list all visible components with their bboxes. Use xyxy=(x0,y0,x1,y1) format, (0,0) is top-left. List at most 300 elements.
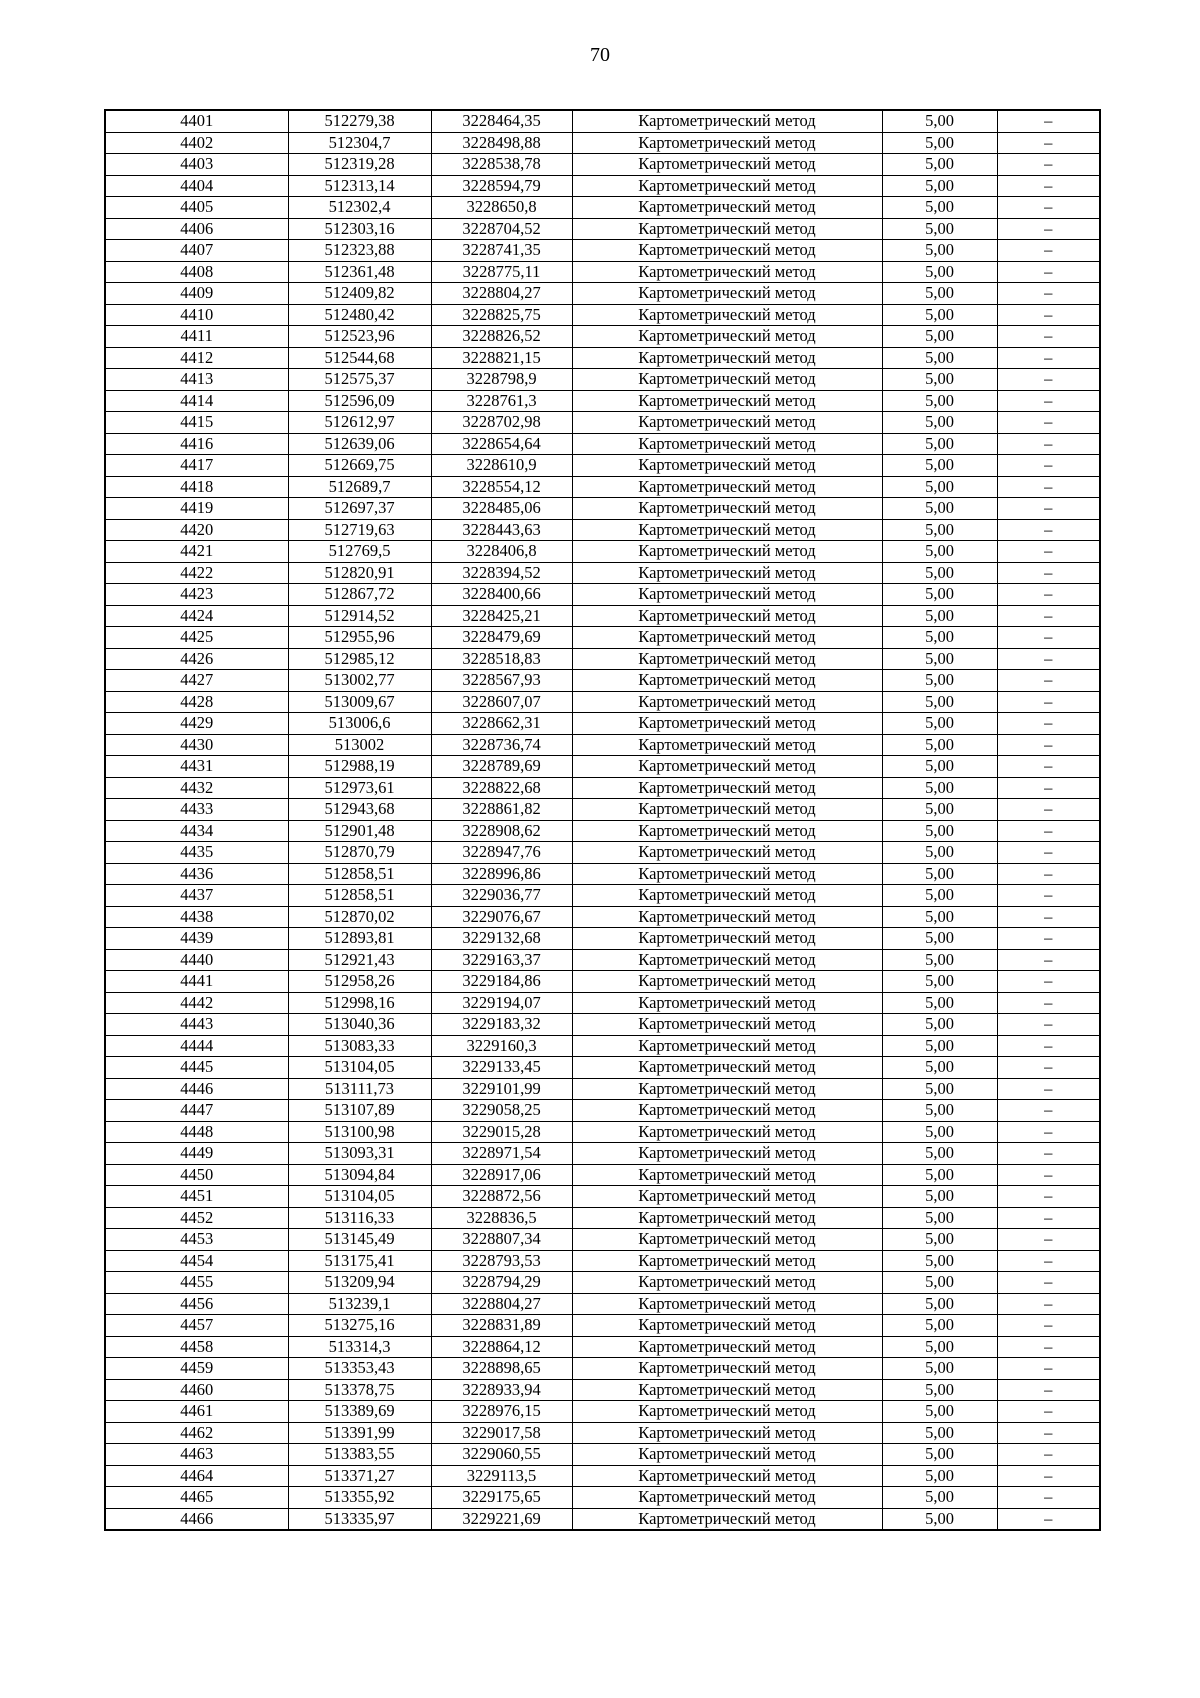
point-number-cell: 4451 xyxy=(105,1186,288,1208)
accuracy-cell: 5,00 xyxy=(882,1444,997,1466)
point-number-cell: 4461 xyxy=(105,1401,288,1423)
accuracy-cell: 5,00 xyxy=(882,1465,997,1487)
y-coordinate-cell: 3228933,94 xyxy=(431,1379,572,1401)
description-cell: – xyxy=(997,648,1100,670)
accuracy-cell: 5,00 xyxy=(882,1035,997,1057)
method-cell: Картометрический метод xyxy=(572,562,882,584)
point-number-cell: 4408 xyxy=(105,261,288,283)
accuracy-cell: 5,00 xyxy=(882,1358,997,1380)
x-coordinate-cell: 512523,96 xyxy=(288,326,431,348)
point-number-cell: 4444 xyxy=(105,1035,288,1057)
point-number-cell: 4435 xyxy=(105,842,288,864)
point-number-cell: 4427 xyxy=(105,670,288,692)
method-cell: Картометрический метод xyxy=(572,799,882,821)
y-coordinate-cell: 3228822,68 xyxy=(431,777,572,799)
method-cell: Картометрический метод xyxy=(572,519,882,541)
y-coordinate-cell: 3228406,8 xyxy=(431,541,572,563)
method-cell: Картометрический метод xyxy=(572,1035,882,1057)
accuracy-cell: 5,00 xyxy=(882,820,997,842)
point-number-cell: 4413 xyxy=(105,369,288,391)
description-cell: – xyxy=(997,949,1100,971)
method-cell: Картометрический метод xyxy=(572,1293,882,1315)
accuracy-cell: 5,00 xyxy=(882,1315,997,1337)
y-coordinate-cell: 3228826,52 xyxy=(431,326,572,348)
point-number-cell: 4430 xyxy=(105,734,288,756)
x-coordinate-cell: 512858,51 xyxy=(288,863,431,885)
method-cell: Картометрический метод xyxy=(572,1207,882,1229)
description-cell: – xyxy=(997,863,1100,885)
accuracy-cell: 5,00 xyxy=(882,1401,997,1423)
y-coordinate-cell: 3228394,52 xyxy=(431,562,572,584)
table-row xyxy=(105,648,1100,670)
x-coordinate-cell: 512867,72 xyxy=(288,584,431,606)
table-row xyxy=(105,1186,1100,1208)
x-coordinate-cell: 512719,63 xyxy=(288,519,431,541)
x-coordinate-cell: 512480,42 xyxy=(288,304,431,326)
table-row xyxy=(105,218,1100,240)
description-cell: – xyxy=(997,1100,1100,1122)
method-cell: Картометрический метод xyxy=(572,1121,882,1143)
method-cell: Картометрический метод xyxy=(572,476,882,498)
table-row xyxy=(105,283,1100,305)
accuracy-cell: 5,00 xyxy=(882,541,997,563)
y-coordinate-cell: 3229221,69 xyxy=(431,1508,572,1530)
y-coordinate-cell: 3228917,06 xyxy=(431,1164,572,1186)
description-cell: – xyxy=(997,627,1100,649)
y-coordinate-cell: 3228908,62 xyxy=(431,820,572,842)
table-row xyxy=(105,1121,1100,1143)
description-cell: – xyxy=(997,1487,1100,1509)
y-coordinate-cell: 3229163,37 xyxy=(431,949,572,971)
description-cell: – xyxy=(997,541,1100,563)
method-cell: Картометрический метод xyxy=(572,1057,882,1079)
y-coordinate-cell: 3228498,88 xyxy=(431,132,572,154)
x-coordinate-cell: 512544,68 xyxy=(288,347,431,369)
accuracy-cell: 5,00 xyxy=(882,1078,997,1100)
x-coordinate-cell: 513006,6 xyxy=(288,713,431,735)
accuracy-cell: 5,00 xyxy=(882,648,997,670)
point-number-cell: 4421 xyxy=(105,541,288,563)
method-cell: Картометрический метод xyxy=(572,261,882,283)
accuracy-cell: 5,00 xyxy=(882,949,997,971)
accuracy-cell: 5,00 xyxy=(882,842,997,864)
point-number-cell: 4405 xyxy=(105,197,288,219)
method-cell: Картометрический метод xyxy=(572,648,882,670)
y-coordinate-cell: 3228836,5 xyxy=(431,1207,572,1229)
table-row xyxy=(105,110,1100,132)
table-row xyxy=(105,885,1100,907)
y-coordinate-cell: 3228789,69 xyxy=(431,756,572,778)
accuracy-cell: 5,00 xyxy=(882,261,997,283)
x-coordinate-cell: 512323,88 xyxy=(288,240,431,262)
y-coordinate-cell: 3228793,53 xyxy=(431,1250,572,1272)
point-number-cell: 4439 xyxy=(105,928,288,950)
y-coordinate-cell: 3229183,32 xyxy=(431,1014,572,1036)
description-cell: – xyxy=(997,412,1100,434)
description-cell: – xyxy=(997,498,1100,520)
y-coordinate-cell: 3228736,74 xyxy=(431,734,572,756)
x-coordinate-cell: 513083,33 xyxy=(288,1035,431,1057)
point-number-cell: 4455 xyxy=(105,1272,288,1294)
accuracy-cell: 5,00 xyxy=(882,605,997,627)
y-coordinate-cell: 3228872,56 xyxy=(431,1186,572,1208)
point-number-cell: 4466 xyxy=(105,1508,288,1530)
table-row xyxy=(105,670,1100,692)
point-number-cell: 4417 xyxy=(105,455,288,477)
accuracy-cell: 5,00 xyxy=(882,1164,997,1186)
table-row xyxy=(105,1100,1100,1122)
x-coordinate-cell: 512914,52 xyxy=(288,605,431,627)
x-coordinate-cell: 512319,28 xyxy=(288,154,431,176)
method-cell: Картометрический метод xyxy=(572,1164,882,1186)
x-coordinate-cell: 513002 xyxy=(288,734,431,756)
method-cell: Картометрический метод xyxy=(572,1229,882,1251)
method-cell: Картометрический метод xyxy=(572,1014,882,1036)
y-coordinate-cell: 3228567,93 xyxy=(431,670,572,692)
x-coordinate-cell: 512820,91 xyxy=(288,562,431,584)
description-cell: – xyxy=(997,1014,1100,1036)
description-cell: – xyxy=(997,584,1100,606)
accuracy-cell: 5,00 xyxy=(882,326,997,348)
accuracy-cell: 5,00 xyxy=(882,627,997,649)
x-coordinate-cell: 513314,3 xyxy=(288,1336,431,1358)
table-row xyxy=(105,326,1100,348)
y-coordinate-cell: 3228996,86 xyxy=(431,863,572,885)
description-cell: – xyxy=(997,1444,1100,1466)
accuracy-cell: 5,00 xyxy=(882,412,997,434)
accuracy-cell: 5,00 xyxy=(882,777,997,799)
method-cell: Картометрический метод xyxy=(572,240,882,262)
table-row xyxy=(105,928,1100,950)
x-coordinate-cell: 512612,97 xyxy=(288,412,431,434)
accuracy-cell: 5,00 xyxy=(882,240,997,262)
point-number-cell: 4429 xyxy=(105,713,288,735)
table-row xyxy=(105,863,1100,885)
method-cell: Картометрический метод xyxy=(572,1143,882,1165)
y-coordinate-cell: 3228610,9 xyxy=(431,455,572,477)
table-row xyxy=(105,605,1100,627)
y-coordinate-cell: 3228654,64 xyxy=(431,433,572,455)
method-cell: Картометрический метод xyxy=(572,1444,882,1466)
point-number-cell: 4406 xyxy=(105,218,288,240)
point-number-cell: 4432 xyxy=(105,777,288,799)
x-coordinate-cell: 512669,75 xyxy=(288,455,431,477)
method-cell: Картометрический метод xyxy=(572,992,882,1014)
table-row xyxy=(105,1293,1100,1315)
y-coordinate-cell: 3229076,67 xyxy=(431,906,572,928)
y-coordinate-cell: 3229184,86 xyxy=(431,971,572,993)
accuracy-cell: 5,00 xyxy=(882,1508,997,1530)
method-cell: Картометрический метод xyxy=(572,390,882,412)
y-coordinate-cell: 3228761,3 xyxy=(431,390,572,412)
table-row xyxy=(105,820,1100,842)
description-cell: – xyxy=(997,1401,1100,1423)
point-number-cell: 4438 xyxy=(105,906,288,928)
x-coordinate-cell: 512893,81 xyxy=(288,928,431,950)
point-number-cell: 4457 xyxy=(105,1315,288,1337)
table-row xyxy=(105,713,1100,735)
table-row xyxy=(105,347,1100,369)
table-row xyxy=(105,691,1100,713)
table-row xyxy=(105,1229,1100,1251)
method-cell: Картометрический метод xyxy=(572,863,882,885)
accuracy-cell: 5,00 xyxy=(882,713,997,735)
point-number-cell: 4449 xyxy=(105,1143,288,1165)
y-coordinate-cell: 3228741,35 xyxy=(431,240,572,262)
method-cell: Картометрический метод xyxy=(572,1487,882,1509)
table-row xyxy=(105,541,1100,563)
accuracy-cell: 5,00 xyxy=(882,433,997,455)
x-coordinate-cell: 513094,84 xyxy=(288,1164,431,1186)
table-row xyxy=(105,1401,1100,1423)
method-cell: Картометрический метод xyxy=(572,175,882,197)
description-cell: – xyxy=(997,670,1100,692)
description-cell: – xyxy=(997,326,1100,348)
accuracy-cell: 5,00 xyxy=(882,197,997,219)
y-coordinate-cell: 3229058,25 xyxy=(431,1100,572,1122)
x-coordinate-cell: 513239,1 xyxy=(288,1293,431,1315)
x-coordinate-cell: 513100,98 xyxy=(288,1121,431,1143)
table-row xyxy=(105,992,1100,1014)
x-coordinate-cell: 512639,06 xyxy=(288,433,431,455)
accuracy-cell: 5,00 xyxy=(882,1143,997,1165)
y-coordinate-cell: 3228518,83 xyxy=(431,648,572,670)
method-cell: Картометрический метод xyxy=(572,1078,882,1100)
accuracy-cell: 5,00 xyxy=(882,283,997,305)
method-cell: Картометрический метод xyxy=(572,1250,882,1272)
table-row xyxy=(105,261,1100,283)
x-coordinate-cell: 513371,27 xyxy=(288,1465,431,1487)
accuracy-cell: 5,00 xyxy=(882,1379,997,1401)
x-coordinate-cell: 513389,69 xyxy=(288,1401,431,1423)
x-coordinate-cell: 513209,94 xyxy=(288,1272,431,1294)
description-cell: – xyxy=(997,433,1100,455)
description-cell: – xyxy=(997,240,1100,262)
point-number-cell: 4462 xyxy=(105,1422,288,1444)
y-coordinate-cell: 3228554,12 xyxy=(431,476,572,498)
table-row xyxy=(105,154,1100,176)
point-number-cell: 4426 xyxy=(105,648,288,670)
accuracy-cell: 5,00 xyxy=(882,670,997,692)
description-cell: – xyxy=(997,1358,1100,1380)
description-cell: – xyxy=(997,1057,1100,1079)
point-number-cell: 4442 xyxy=(105,992,288,1014)
description-cell: – xyxy=(997,1143,1100,1165)
method-cell: Картометрический метод xyxy=(572,584,882,606)
y-coordinate-cell: 3228898,65 xyxy=(431,1358,572,1380)
description-cell: – xyxy=(997,1315,1100,1337)
point-number-cell: 4448 xyxy=(105,1121,288,1143)
description-cell: – xyxy=(997,906,1100,928)
table-row xyxy=(105,1014,1100,1036)
description-cell: – xyxy=(997,1272,1100,1294)
y-coordinate-cell: 3228594,79 xyxy=(431,175,572,197)
table-row xyxy=(105,842,1100,864)
method-cell: Картометрический метод xyxy=(572,1508,882,1530)
y-coordinate-cell: 3228464,35 xyxy=(431,110,572,132)
method-cell: Картометрический метод xyxy=(572,777,882,799)
table-row xyxy=(105,433,1100,455)
method-cell: Картометрический метод xyxy=(572,627,882,649)
method-cell: Картометрический метод xyxy=(572,842,882,864)
point-number-cell: 4403 xyxy=(105,154,288,176)
method-cell: Картометрический метод xyxy=(572,132,882,154)
point-number-cell: 4440 xyxy=(105,949,288,971)
accuracy-cell: 5,00 xyxy=(882,154,997,176)
point-number-cell: 4415 xyxy=(105,412,288,434)
table-row xyxy=(105,1487,1100,1509)
table-row xyxy=(105,412,1100,434)
method-cell: Картометрический метод xyxy=(572,455,882,477)
description-cell: – xyxy=(997,1250,1100,1272)
method-cell: Картометрический метод xyxy=(572,1379,882,1401)
point-number-cell: 4409 xyxy=(105,283,288,305)
x-coordinate-cell: 513335,97 xyxy=(288,1508,431,1530)
y-coordinate-cell: 3228821,15 xyxy=(431,347,572,369)
y-coordinate-cell: 3228807,34 xyxy=(431,1229,572,1251)
point-number-cell: 4418 xyxy=(105,476,288,498)
description-cell: – xyxy=(997,218,1100,240)
accuracy-cell: 5,00 xyxy=(882,347,997,369)
point-number-cell: 4445 xyxy=(105,1057,288,1079)
table-row xyxy=(105,1035,1100,1057)
accuracy-cell: 5,00 xyxy=(882,906,997,928)
accuracy-cell: 5,00 xyxy=(882,562,997,584)
table-row xyxy=(105,1358,1100,1380)
table-row xyxy=(105,1336,1100,1358)
y-coordinate-cell: 3228831,89 xyxy=(431,1315,572,1337)
accuracy-cell: 5,00 xyxy=(882,971,997,993)
x-coordinate-cell: 513275,16 xyxy=(288,1315,431,1337)
method-cell: Картометрический метод xyxy=(572,1336,882,1358)
point-number-cell: 4443 xyxy=(105,1014,288,1036)
point-number-cell: 4411 xyxy=(105,326,288,348)
accuracy-cell: 5,00 xyxy=(882,1186,997,1208)
method-cell: Картометрический метод xyxy=(572,304,882,326)
description-cell: – xyxy=(997,777,1100,799)
description-cell: – xyxy=(997,842,1100,864)
point-number-cell: 4412 xyxy=(105,347,288,369)
method-cell: Картометрический метод xyxy=(572,412,882,434)
description-cell: – xyxy=(997,1078,1100,1100)
table-row xyxy=(105,476,1100,498)
description-cell: – xyxy=(997,261,1100,283)
point-number-cell: 4453 xyxy=(105,1229,288,1251)
y-coordinate-cell: 3228798,9 xyxy=(431,369,572,391)
x-coordinate-cell: 513378,75 xyxy=(288,1379,431,1401)
accuracy-cell: 5,00 xyxy=(882,498,997,520)
x-coordinate-cell: 513116,33 xyxy=(288,1207,431,1229)
x-coordinate-cell: 512901,48 xyxy=(288,820,431,842)
accuracy-cell: 5,00 xyxy=(882,1336,997,1358)
x-coordinate-cell: 512988,19 xyxy=(288,756,431,778)
table-row xyxy=(105,132,1100,154)
x-coordinate-cell: 512689,7 xyxy=(288,476,431,498)
description-cell: – xyxy=(997,971,1100,993)
table-row xyxy=(105,734,1100,756)
accuracy-cell: 5,00 xyxy=(882,476,997,498)
accuracy-cell: 5,00 xyxy=(882,885,997,907)
table-row xyxy=(105,971,1100,993)
description-cell: – xyxy=(997,1207,1100,1229)
point-number-cell: 4428 xyxy=(105,691,288,713)
point-number-cell: 4441 xyxy=(105,971,288,993)
x-coordinate-cell: 512303,16 xyxy=(288,218,431,240)
x-coordinate-cell: 512921,43 xyxy=(288,949,431,971)
point-number-cell: 4454 xyxy=(105,1250,288,1272)
y-coordinate-cell: 3228704,52 xyxy=(431,218,572,240)
method-cell: Картометрический метод xyxy=(572,885,882,907)
description-cell: – xyxy=(997,799,1100,821)
method-cell: Картометрический метод xyxy=(572,670,882,692)
accuracy-cell: 5,00 xyxy=(882,928,997,950)
accuracy-cell: 5,00 xyxy=(882,1487,997,1509)
y-coordinate-cell: 3229175,65 xyxy=(431,1487,572,1509)
point-number-cell: 4458 xyxy=(105,1336,288,1358)
accuracy-cell: 5,00 xyxy=(882,1250,997,1272)
x-coordinate-cell: 513355,92 xyxy=(288,1487,431,1509)
point-number-cell: 4452 xyxy=(105,1207,288,1229)
description-cell: – xyxy=(997,1035,1100,1057)
description-cell: – xyxy=(997,1229,1100,1251)
description-cell: – xyxy=(997,154,1100,176)
description-cell: – xyxy=(997,175,1100,197)
table-row xyxy=(105,1444,1100,1466)
y-coordinate-cell: 3228976,15 xyxy=(431,1401,572,1423)
y-coordinate-cell: 3229060,55 xyxy=(431,1444,572,1466)
x-coordinate-cell: 512858,51 xyxy=(288,885,431,907)
table-row xyxy=(105,197,1100,219)
y-coordinate-cell: 3228861,82 xyxy=(431,799,572,821)
description-cell: – xyxy=(997,1186,1100,1208)
method-cell: Картометрический метод xyxy=(572,369,882,391)
method-cell: Картометрический метод xyxy=(572,820,882,842)
x-coordinate-cell: 513383,55 xyxy=(288,1444,431,1466)
description-cell: – xyxy=(997,304,1100,326)
y-coordinate-cell: 3228607,07 xyxy=(431,691,572,713)
x-coordinate-cell: 512973,61 xyxy=(288,777,431,799)
x-coordinate-cell: 512575,37 xyxy=(288,369,431,391)
method-cell: Картометрический метод xyxy=(572,1465,882,1487)
description-cell: – xyxy=(997,1465,1100,1487)
point-number-cell: 4422 xyxy=(105,562,288,584)
accuracy-cell: 5,00 xyxy=(882,584,997,606)
point-number-cell: 4450 xyxy=(105,1164,288,1186)
table-row xyxy=(105,1315,1100,1337)
y-coordinate-cell: 3229017,58 xyxy=(431,1422,572,1444)
accuracy-cell: 5,00 xyxy=(882,175,997,197)
table-row xyxy=(105,304,1100,326)
description-cell: – xyxy=(997,820,1100,842)
description-cell: – xyxy=(997,369,1100,391)
method-cell: Картометрический метод xyxy=(572,541,882,563)
accuracy-cell: 5,00 xyxy=(882,110,997,132)
point-number-cell: 4402 xyxy=(105,132,288,154)
x-coordinate-cell: 512304,7 xyxy=(288,132,431,154)
accuracy-cell: 5,00 xyxy=(882,132,997,154)
description-cell: – xyxy=(997,347,1100,369)
point-number-cell: 4437 xyxy=(105,885,288,907)
x-coordinate-cell: 513391,99 xyxy=(288,1422,431,1444)
description-cell: – xyxy=(997,197,1100,219)
x-coordinate-cell: 513107,89 xyxy=(288,1100,431,1122)
x-coordinate-cell: 512870,79 xyxy=(288,842,431,864)
accuracy-cell: 5,00 xyxy=(882,1272,997,1294)
table-row xyxy=(105,455,1100,477)
x-coordinate-cell: 512596,09 xyxy=(288,390,431,412)
method-cell: Картометрический метод xyxy=(572,1358,882,1380)
method-cell: Картометрический метод xyxy=(572,154,882,176)
